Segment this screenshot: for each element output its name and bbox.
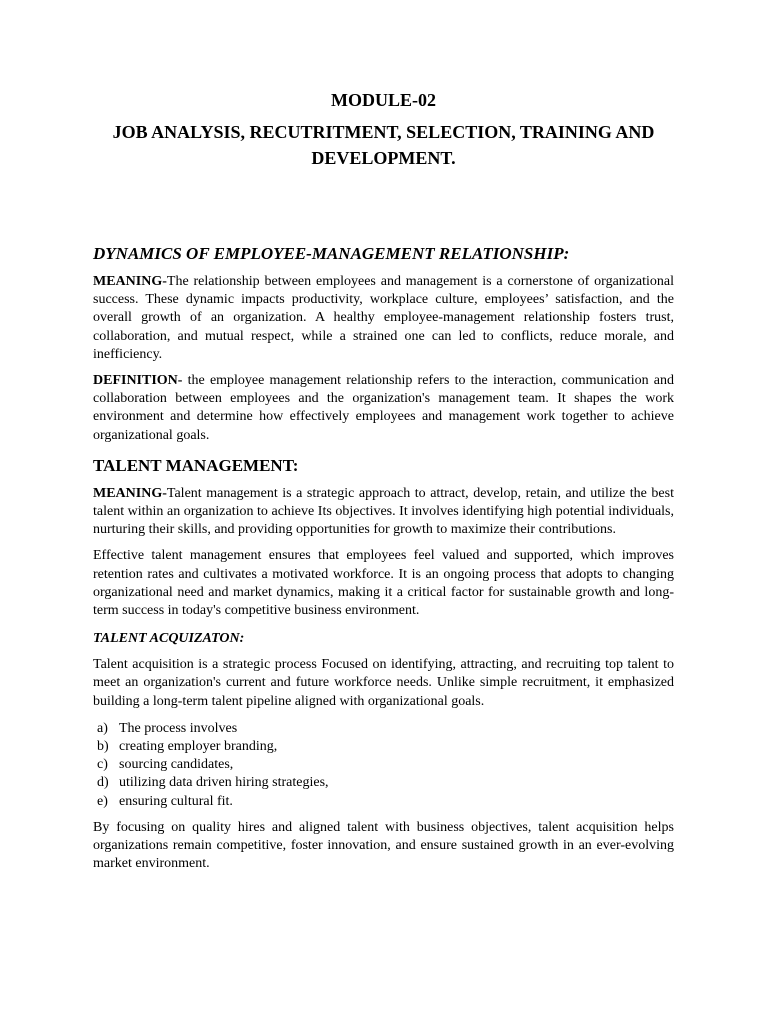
- talent-meaning-text: Talent management is a strategic approach to attract, develop, retain, and utilize the best talent within an organization to achieve Its objectives. It involves identifying high potential individuals, nurturing their skills, and providing opportunities for growth to maximize their contributions.: [93, 485, 674, 538]
- talent-meaning-label: MEANING-: [93, 485, 167, 501]
- list-item: [97, 793, 674, 811]
- list-marker: d): [97, 775, 109, 791]
- list-marker: e): [97, 793, 108, 809]
- section-heading-talent-acquisition: TALENT ACQUIZATON:: [93, 631, 245, 647]
- list-item: [97, 774, 674, 792]
- section-heading-dynamics: DYNAMICS OF EMPLOYEE-MANAGEMENT RELATIONSHIP:: [93, 244, 570, 263]
- list-item-text: utilizing data driven hiring strategies,: [119, 775, 329, 791]
- acquisition-intro-paragraph: Talent acquisition is a strategic process Focused on identifying, attracting, and recruiting top talent to meet an organization's current and future workforce needs. Unlike simple recruitment, it emphasized building a long-term talent pipeline aligned with organizational goals.: [93, 657, 674, 709]
- talent-meaning-paragraph: [93, 485, 674, 540]
- list-item-text: ensuring cultural fit.: [119, 793, 233, 809]
- list-item-text: The process involves: [119, 720, 238, 736]
- acquisition-closing-paragraph: By focusing on quality hires and aligned talent with business objectives, talent acquisition helps organizations remain competitive, foster innovation, and ensure sustained growth in an ever-evolving market environment.: [93, 819, 674, 872]
- list-item: [97, 756, 674, 774]
- definition-paragraph: [93, 372, 674, 445]
- module-subtitle: JOB ANALYSIS, RECUTRITMENT, SELECTION, TRAINING AND DEVELOPMENT.: [112, 122, 655, 168]
- module-title: MODULE-02: [331, 90, 436, 110]
- list-item: [97, 738, 674, 756]
- list-item: [97, 720, 674, 738]
- list-marker: c): [97, 757, 108, 773]
- list-marker: a): [97, 720, 108, 736]
- meaning-paragraph: [93, 273, 674, 364]
- definition-label: DEFINITION-: [93, 373, 183, 389]
- definition-text: the employee management relationship refers to the interaction, communication and collaboration between employees and the organization's management team. It shapes the work environment and determine how effectively employees and management work together to achieve organizational goals.: [93, 373, 674, 443]
- talent-effective-paragraph: Effective talent management ensures that employees feel valued and supported, which improves retention rates and cultivates a motivated workforce. It is an ongoing process that adopts to changing organizational need and market dynamics, making it a critical factor for sustainable growth and long-term success in today's competitive business environment.: [93, 548, 674, 619]
- meaning-text: The relationship between employees and management is a cornerstone of organizational success. These dynamic impacts productivity, workplace culture, employees’ satisfaction, and the overall growth of an organization. A healthy employee-management relationship fosters trust, collaboration, and mutual respect, while a strained one can led to conflicts, reduce morale, and inefficiency.: [93, 274, 674, 362]
- list-item-text: sourcing candidates,: [119, 757, 234, 773]
- section-heading-talent-management: TALENT MANAGEMENT:: [93, 455, 299, 475]
- list-marker: b): [97, 739, 109, 755]
- meaning-label: MEANING-: [93, 274, 167, 289]
- list-item-text: creating employer branding,: [119, 739, 278, 755]
- acquisition-list: [93, 720, 674, 811]
